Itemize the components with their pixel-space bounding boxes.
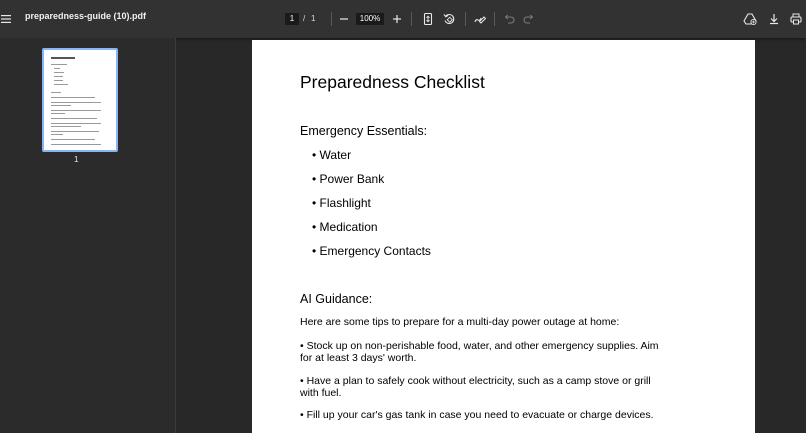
thumbnail-text-line <box>51 64 67 65</box>
thumbnail-text-line <box>51 105 71 106</box>
essentials-item: • Emergency Contacts <box>312 244 431 258</box>
file-name: preparedness-guide (10).pdf <box>25 11 147 21</box>
thumbnail-sidebar <box>0 38 176 433</box>
save-to-drive-icon[interactable] <box>743 12 757 26</box>
thumbnail-text-line <box>54 68 60 69</box>
pdf-page <box>252 40 755 433</box>
essentials-item: • Medication <box>312 220 378 234</box>
fit-page-icon[interactable] <box>421 12 435 26</box>
total-pages: 1 <box>311 14 316 23</box>
toolbar <box>0 0 806 38</box>
divider <box>331 12 332 26</box>
ai-guidance-heading: AI Guidance: <box>300 292 373 306</box>
divider <box>494 12 495 26</box>
ai-guidance-tip: • Stock up on non-perishable food, water, and other emergency supplies. Aim for at least 3 days' worth. <box>300 340 659 364</box>
thumbnail-page-number: 1 <box>74 155 79 164</box>
annotate-icon[interactable] <box>473 12 487 26</box>
thumbnail-text-line <box>51 57 75 59</box>
ai-guidance-intro: Here are some tips to prepare for a multi-day power outage at home: <box>300 316 620 328</box>
menu-icon[interactable] <box>0 10 12 28</box>
thumbnail-text-line <box>54 80 63 81</box>
undo-icon[interactable] <box>502 12 516 26</box>
document-title: Preparedness Checklist <box>300 72 485 92</box>
thumbnail-text-line <box>51 126 81 127</box>
download-icon[interactable] <box>767 12 781 26</box>
zoom-in-button[interactable] <box>390 12 404 26</box>
thumbnail-text-line <box>51 123 101 124</box>
thumbnail-text-line <box>54 72 64 73</box>
thumbnail-text-line <box>51 118 97 119</box>
thumbnail-text-line <box>51 131 99 132</box>
essentials-item: • Power Bank <box>312 172 385 186</box>
page-thumbnail[interactable] <box>42 48 118 152</box>
thumbnail-text-line <box>54 84 68 85</box>
zoom-out-button[interactable] <box>337 12 351 26</box>
thumbnail-text-line <box>51 113 65 114</box>
essentials-item: • Water <box>312 148 352 162</box>
thumbnail-text-line <box>51 139 95 140</box>
thumbnail-text-line <box>51 144 101 145</box>
ai-guidance-tip: • Have a plan to safely cook without electricity, such as a camp stove or grill with fuel. <box>300 375 651 399</box>
essentials-heading: Emergency Essentials: <box>300 124 428 138</box>
rotate-icon[interactable] <box>442 12 456 26</box>
thumbnail-text-line <box>51 102 101 103</box>
thumbnail-text-line <box>51 134 63 135</box>
print-icon[interactable] <box>789 12 803 26</box>
divider <box>465 12 466 26</box>
thumbnail-text-line <box>54 76 63 77</box>
zoom-level-input[interactable]: 100% <box>356 13 384 25</box>
thumbnail-text-line <box>51 97 95 98</box>
ai-guidance-tip: • Fill up your car's gas tank in case you need to evacuate or charge devices. <box>300 409 654 421</box>
redo-icon[interactable] <box>522 12 536 26</box>
essentials-item: • Flashlight <box>312 196 371 210</box>
divider <box>411 12 412 26</box>
page-separator: / <box>303 14 306 23</box>
thumbnail-text-line <box>51 110 101 111</box>
thumbnail-text-line <box>51 92 61 93</box>
current-page-input[interactable]: 1 <box>285 13 299 25</box>
